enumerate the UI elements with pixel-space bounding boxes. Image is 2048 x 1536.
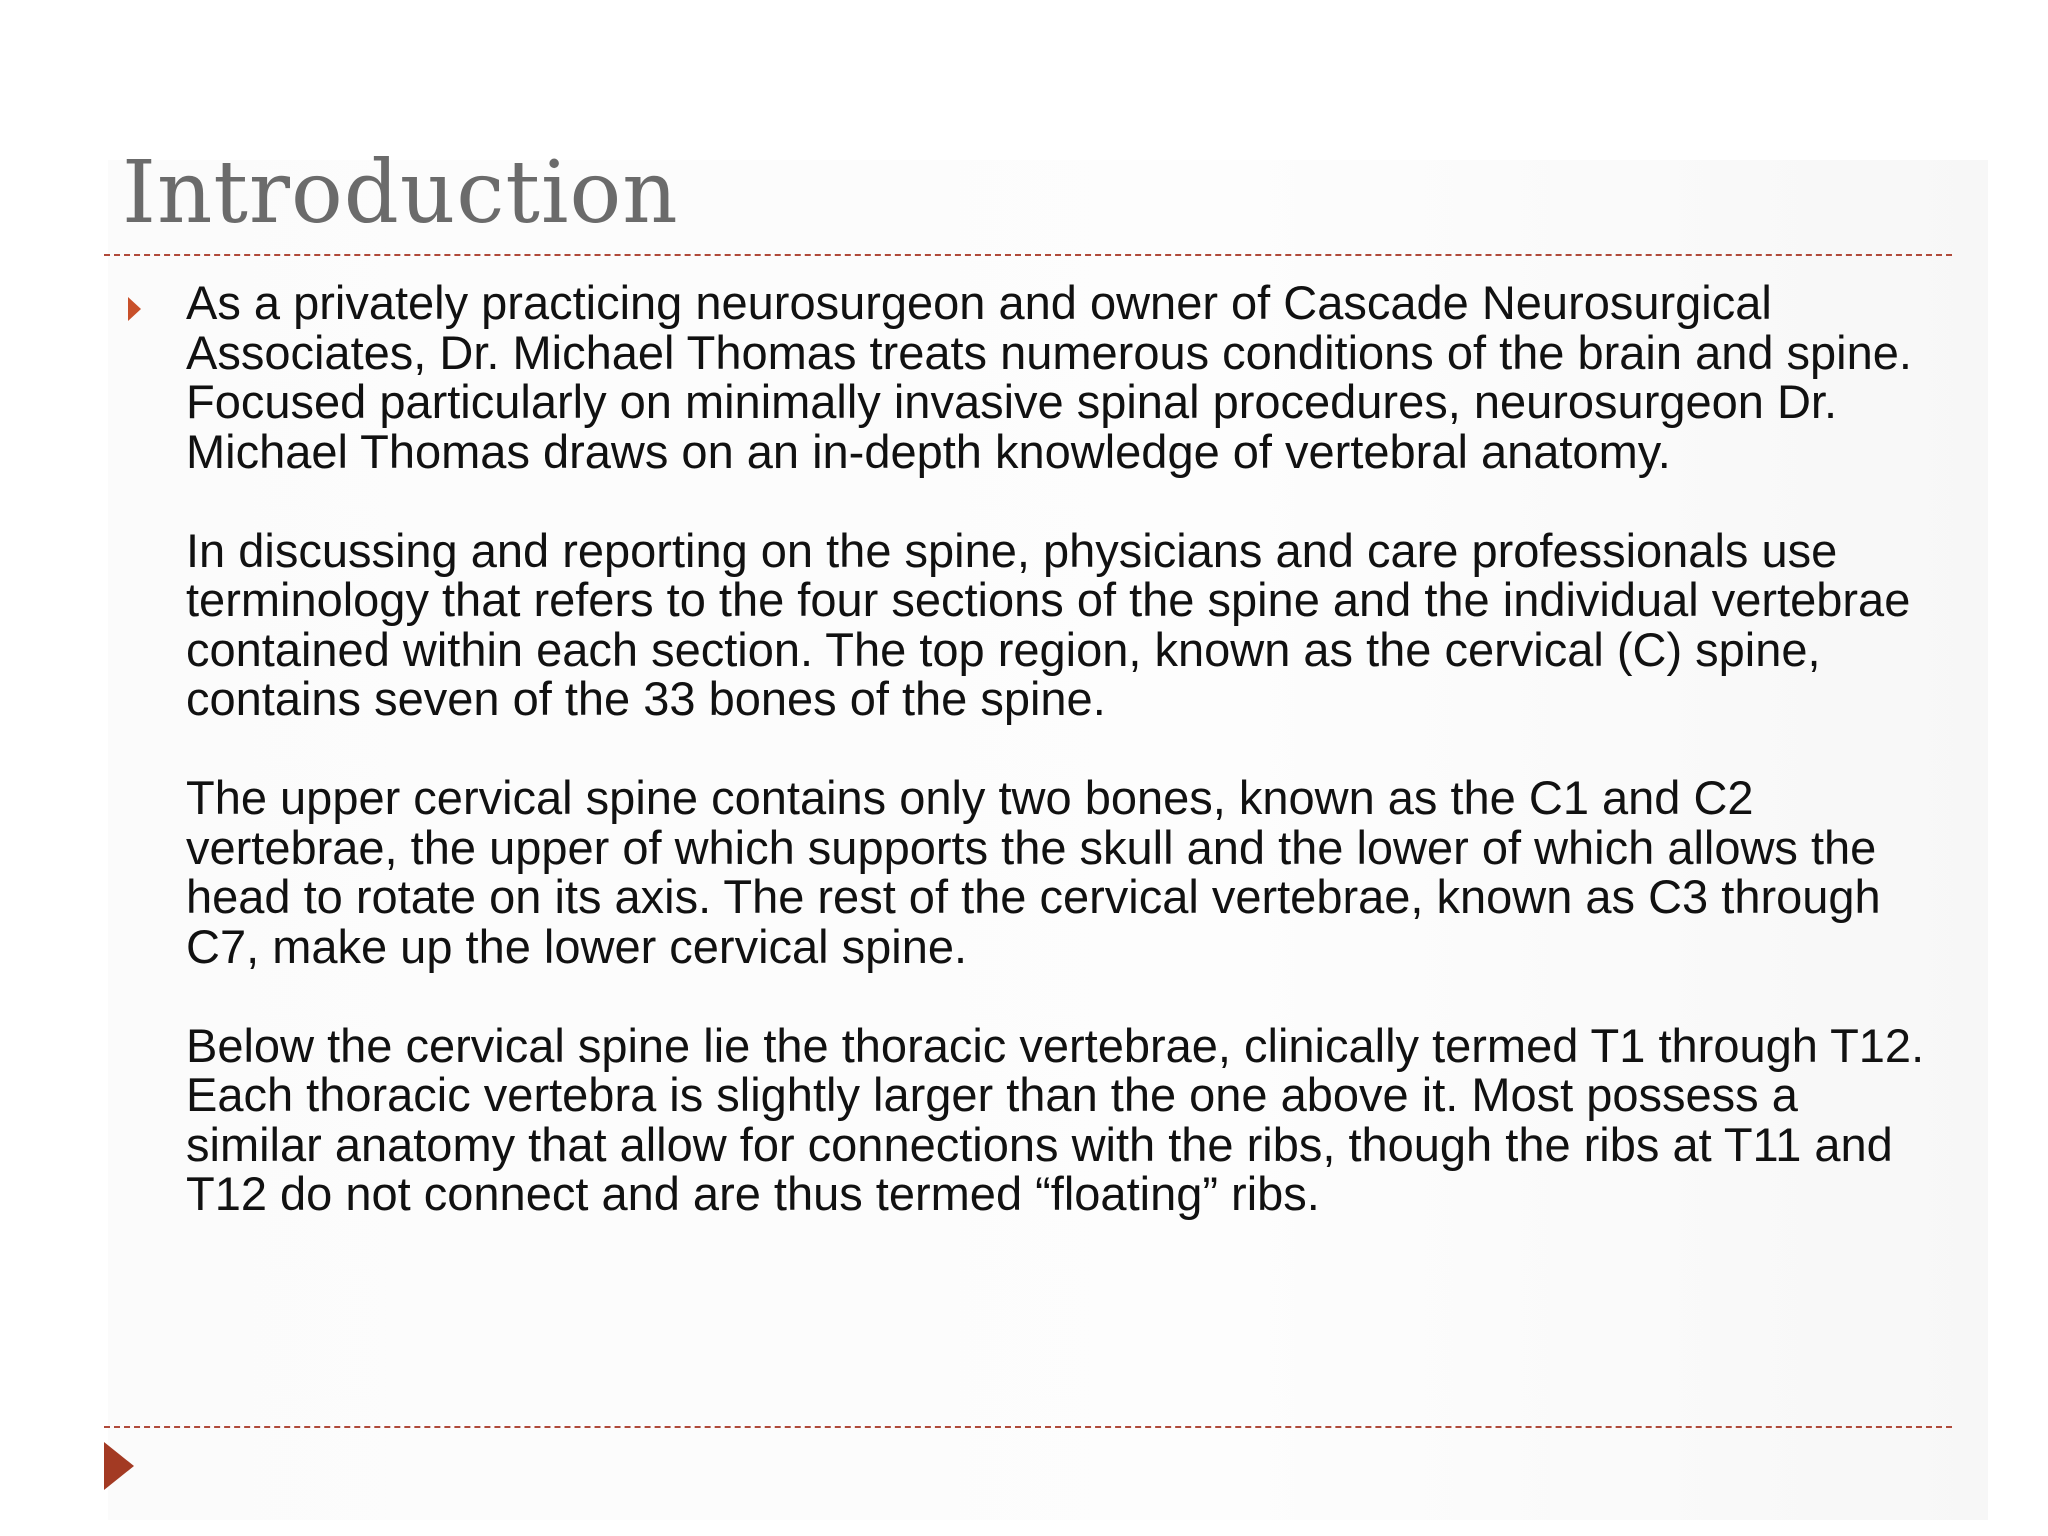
body-paragraph: The upper cervical spine contains only two bones, known as the C1 and C2 vertebrae, the upper of which supports the skull and the lower of which allows the head to rotate on its axis. The rest of the cervical vertebrae, known as C3 through C7, make up the lower cervical spine. (186, 771, 1881, 973)
body-paragraph: As a privately practicing neurosurgeon and owner of Cascade Neurosurgical Associates, Dr. Michael Thomas treats numerous conditions of the brain and spine. Focused particularly on minimally invasive spinal procedures, neurosurgeon Dr. Michael Thomas draws on an in-depth knowledge of vertebral anatomy. (186, 276, 1912, 478)
slide-title: Introduction (122, 143, 679, 243)
slide-body (186, 278, 1946, 1219)
body-paragraph: In discussing and reporting on the spine, physicians and care professionals use terminology that refers to the four sections of the spine and the individual vertebrae contained within each section. The top region, known as the cervical (C) spine, contains seven of the 33 bones of the spine. (186, 523, 1911, 725)
next-slide-arrow-icon[interactable] (104, 1442, 134, 1490)
body-paragraph: Below the cervical spine lie the thoracic vertebrae, clinically termed T1 through T12. Each thoracic vertebra is slightly larger than the one above it. Most possess a similar anatomy that allow for connections with the ribs, though the ribs at T11 and T12 do not connect and are thus termed “floating” ribs. (186, 1018, 1925, 1220)
triangle-bullet-icon (128, 297, 141, 321)
footer-divider (104, 1426, 1952, 1428)
title-divider (104, 254, 1952, 256)
